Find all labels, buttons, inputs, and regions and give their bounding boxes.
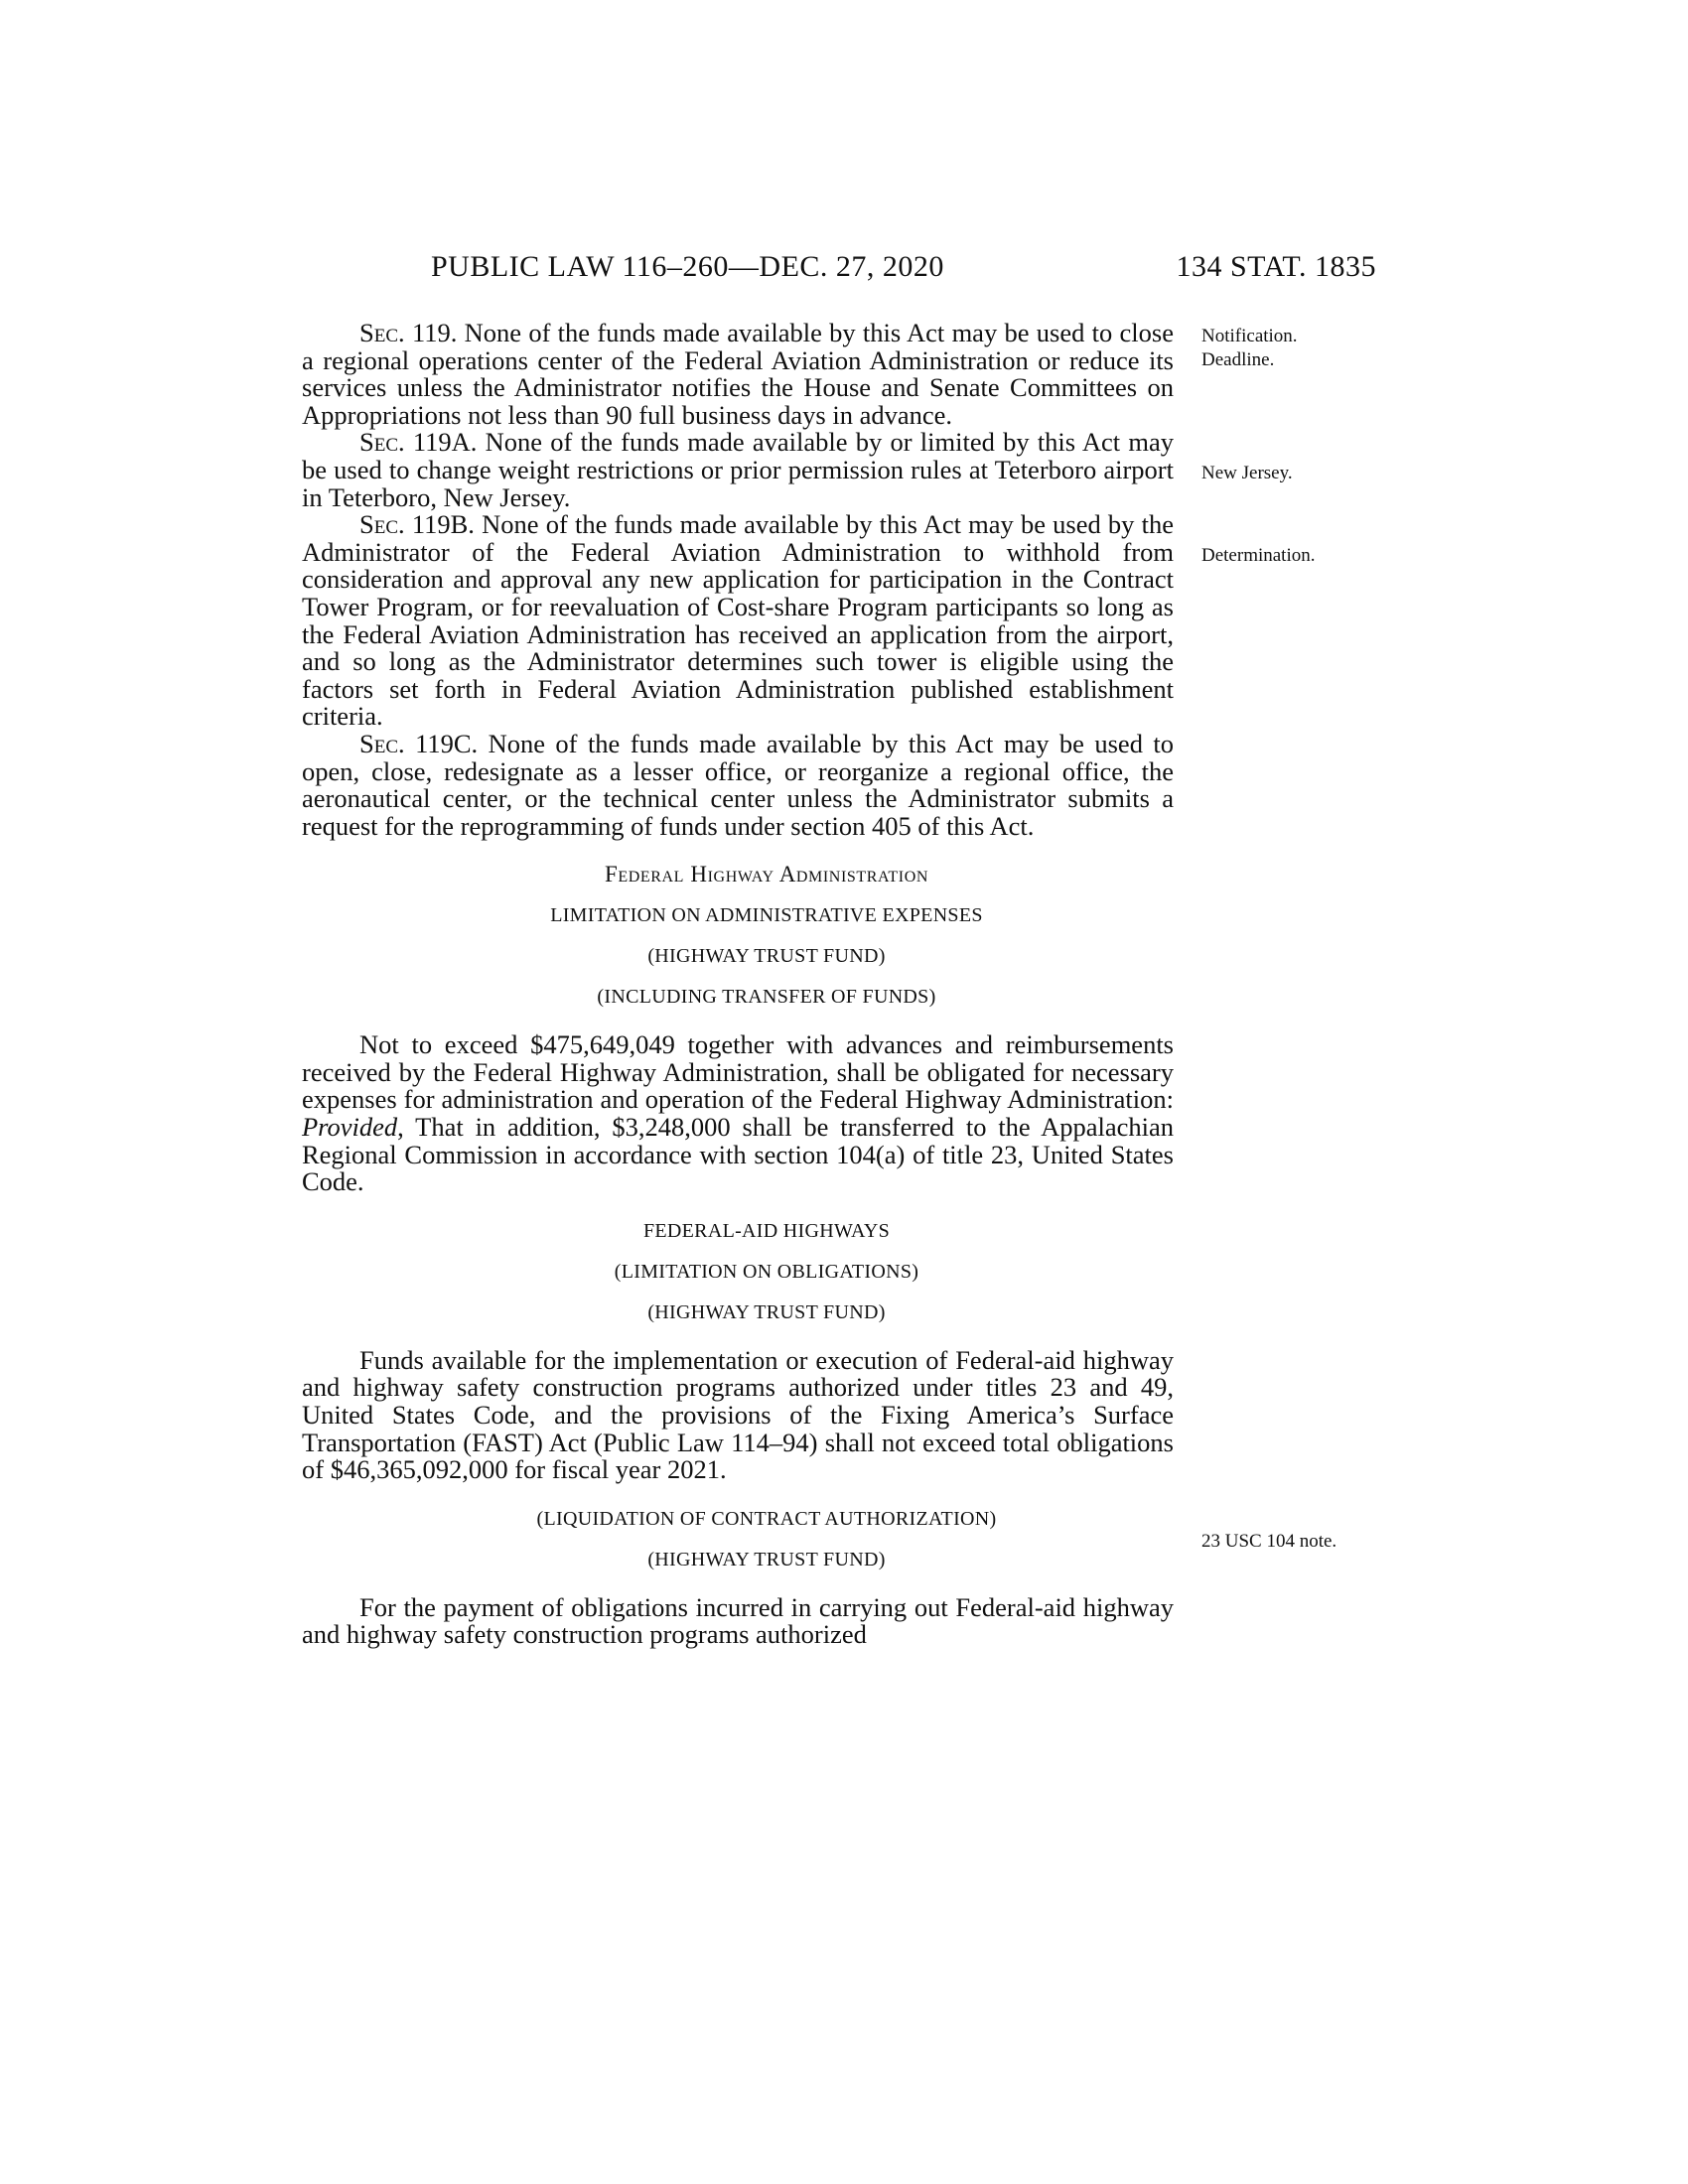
- section-label: Sec.: [359, 728, 405, 758]
- including-transfer-heading: (INCLUDING TRANSFER OF FUNDS): [597, 986, 936, 1009]
- agency-heading: Federal Highway Administration: [604, 862, 929, 887]
- liquidation-paragraph: For the payment of obligations incurred in carrying out Federal-aid highway and highway safety construction programs authorized: [302, 1591, 1174, 1650]
- section-label: Sec.: [359, 509, 405, 540]
- highway-trust-fund-heading: (HIGHWAY TRUST FUND): [647, 1300, 886, 1323]
- section-label: Sec.: [359, 318, 405, 347]
- section-119c: [302, 728, 1174, 841]
- margin-note-determination: Determination.: [1201, 545, 1316, 566]
- section-text: 119B. None of the funds made available by this Act may be used by the Administrator of the Federal Aviation Administration to withhold from consideration and approval any new application for participation in the Contract Tower Program, or for reevaluation of Cost-share Program participants so long as the Federal Aviation Administration has received an application from the airport, and so long as the Administrator determines such tower is eligible using the factors set forth in Federal Aviation Administration published establishment criteria.: [302, 509, 1174, 732]
- paragraph-text: , That in addition, $3,248,000 shall be transferred to the Appalachian Regional Commission in accordance with section 104(a) of title 23, United States Code.: [302, 1112, 1174, 1197]
- section-text: 119A. None of the funds made available by or limited by this Act may be used to change weight restrictions or prior permission rules at Teterboro airport in Teterboro, New Jersey.: [302, 427, 1174, 512]
- section-119a: [302, 429, 1174, 511]
- limitation-obligations-heading: (LIMITATION ON OBLIGATIONS): [614, 1260, 919, 1283]
- paragraph-text: Not to exceed $475,649,049 together with advances and reimbursements received by the Federal Highway Administration, shall be obligated for necessary expenses for administration and operation of the Federal Highway Administration:: [302, 1029, 1174, 1115]
- section-text: 119. None of the funds made available by this Act may be used to close a regional operations center of the Federal Aviation Administration or reduce its services unless the Administrator notifies the House and Senate Committees on Appropriations not less than 90 full business days in advance.: [302, 318, 1174, 430]
- running-head: PUBLIC LAW 116–260—DEC. 27, 2020: [431, 250, 944, 283]
- limitation-admin-heading: LIMITATION ON ADMINISTRATIVE EXPENSES: [550, 904, 983, 927]
- margin-note-deadline: Deadline.: [1201, 349, 1275, 370]
- page-header: [298, 250, 1376, 290]
- highway-trust-fund-heading: (HIGHWAY TRUST FUND): [647, 945, 886, 968]
- liquidation-heading: (LIQUIDATION OF CONTRACT AUTHORIZATION): [536, 1507, 997, 1530]
- margin-note-usc-reference: 23 USC 104 note.: [1201, 1531, 1337, 1552]
- statute-page-reference: 134 STAT. 1835: [1176, 250, 1376, 283]
- section-text: 119C. None of the funds made available by this Act may be used to open, close, redesignate as a lesser office, or reorganize a regional office, the aeronautical center, or the technical center unless the Administrator submits a request for the reprogramming of funds under section 405 of this Act.: [302, 728, 1174, 841]
- margin-note-notification: Notification.: [1201, 326, 1298, 346]
- highway-trust-fund-heading: (HIGHWAY TRUST FUND): [647, 1548, 886, 1570]
- margin-note-new-jersey: New Jersey.: [1201, 463, 1293, 483]
- federal-aid-highways-heading: FEDERAL-AID HIGHWAYS: [642, 1219, 891, 1242]
- section-label: Sec.: [359, 427, 405, 458]
- admin-expenses-paragraph: [302, 1031, 1174, 1196]
- body-column: [302, 320, 1174, 1649]
- section-119: [302, 320, 1174, 429]
- provided-term: Provided: [302, 1112, 398, 1143]
- section-119b: [302, 511, 1174, 731]
- obligations-paragraph: Funds available for the implementation or execution of Federal-aid highway and highway safety construction programs authorized under titles 23 and 49, United States Code, and the provisions of the Fixing America’s Surface Transportation (FAST) Act (Public Law 114–94) shall not exceed total obligations of $46,365,092,000 for fiscal year 2021.: [302, 1344, 1174, 1485]
